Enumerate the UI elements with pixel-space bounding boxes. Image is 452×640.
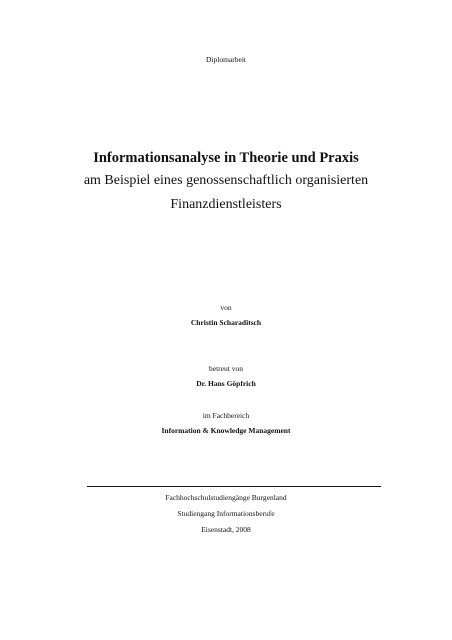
department-label: im Fachbereich	[202, 411, 250, 420]
place-and-year: Eisenstadt, 2008	[201, 525, 251, 534]
thesis-subtitle-line-1: am Beispiel eines genossenschaftlich organisierten	[83, 173, 369, 188]
document-type-label: Diplomarbeit	[206, 55, 246, 64]
author-name: Christin Scharaditsch	[190, 318, 262, 327]
supervised-by-label: betreut von	[209, 364, 243, 373]
institution-line-1: Fachhochschulstudiengänge Burgenland	[165, 493, 287, 502]
thesis-title: Informationsanalyse in Theorie und Praxis	[93, 150, 359, 166]
institution-line-2: Studiengang Informationsberufe	[177, 509, 275, 518]
department-name: Information & Knowledge Management	[161, 426, 291, 435]
horizontal-divider	[87, 486, 381, 487]
thesis-subtitle-line-2: Finanzdienstleisters	[170, 197, 282, 212]
by-label: von	[220, 303, 232, 312]
supervisor-name: Dr. Hans Göpfrich	[196, 379, 256, 388]
